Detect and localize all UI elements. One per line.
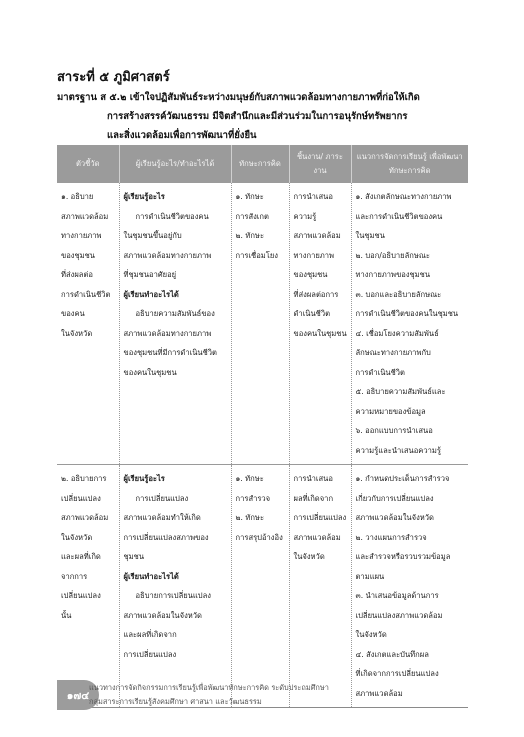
cell-line: ทางกายภาพของชุมชน <box>355 270 431 279</box>
cell-line: เปลี่ยนแปลง <box>61 493 101 503</box>
header-work: ชิ้นงาน/ ภาระงาน <box>289 145 351 183</box>
cell-line: อธิบายความสัมพันธ์ของ <box>135 309 215 318</box>
cell-line: จากการ <box>61 571 88 581</box>
cell-line: และการดำเนินชีวิตของคน <box>355 211 443 221</box>
learning-cell <box>119 465 231 708</box>
cell-line: การนำเสนอ <box>293 192 333 201</box>
cell-line: ๕. อธิบายความสัมพันธ์และ <box>355 387 446 396</box>
cell-line: และผลที่เกิดจาก <box>123 630 177 639</box>
page-footer <box>57 680 477 710</box>
cell-line: สภาพแวดล้อมทำให้เกิด <box>123 513 201 522</box>
subheading: ผู้เรียนรู้อะไร <box>123 192 165 201</box>
cell-line: ๒. ทักษะ <box>235 513 265 522</box>
cell-line: การเชื่อมโยง <box>235 250 278 260</box>
cell-line: เปลี่ยนแปลงสภาพแวดล้อม <box>355 610 443 620</box>
cell-line: ในจังหวัด <box>61 328 93 338</box>
page-number-badge: ๑๗๔ <box>57 680 99 710</box>
cell-line: ๑. ทักษะ <box>235 192 264 201</box>
cell-line: ๑. ทักษะ <box>235 474 264 483</box>
work-cell <box>289 465 351 708</box>
cell-line: ทางกายภาพ <box>293 250 335 260</box>
cell-line: ความหมายของข้อมูล <box>355 406 426 416</box>
work-cell <box>289 183 351 465</box>
cell-line: การเปลี่ยนแปลง <box>293 513 347 522</box>
subject-heading: สาระที่ ๕ ภูมิศาสตร์ <box>57 70 170 85</box>
cell-line: ของชุมชนที่มีการดำเนินชีวิต <box>123 348 217 357</box>
cell-line: เกี่ยวกับการเปลี่ยนแปลง <box>355 493 434 503</box>
indicator-cell <box>57 465 119 708</box>
cell-line: การสำรวจ <box>235 493 271 503</box>
cell-line: การดำเนินชีวิตของคนในชุมชน <box>355 309 459 318</box>
subheading: ผู้เรียนทำอะไรได้ <box>123 571 179 581</box>
cell-line: ๑. อธิบาย <box>61 192 94 201</box>
standard-statement <box>57 88 477 145</box>
cell-line: ๒. วางแผนการสำรวจ <box>355 532 427 542</box>
cell-line: การสังเกต <box>235 211 269 221</box>
learning-cell <box>119 183 231 465</box>
cell-line: ความรู้และนำเสนอความรู้ <box>355 445 441 455</box>
cell-line: ๑. สังเกตลักษณะทางกายภาพ <box>355 192 452 201</box>
cell-line: ที่ส่งผลต่อการ <box>293 289 339 299</box>
cell-line: การเปลี่ยนแปลง <box>123 649 177 659</box>
footer-subject-group: กลุ่มสาระการเรียนรู้สังคมศึกษา ศาสนา และวัฒนธรรม <box>89 697 262 706</box>
cell-line: ตามแผน <box>355 571 385 581</box>
cell-line: สภาพแวดล้อม <box>61 513 109 522</box>
header-learning: ผู้เรียนรู้อะไร/ทำอะไรได้ <box>119 145 231 183</box>
cell-line: ทางกายภาพ <box>61 231 102 240</box>
learning-plan-table <box>57 145 468 708</box>
subheading: ผู้เรียนรู้อะไร <box>123 474 165 483</box>
cell-line: การดำเนินชีวิต <box>61 289 111 299</box>
header-indicator: ตัวชี้วัด <box>57 145 119 183</box>
header-thinking-skills: ทักษะการคิด <box>231 145 289 183</box>
cell-line: การเปลี่ยนแปลง <box>135 493 189 503</box>
cell-line: นั้น <box>61 610 72 620</box>
table-row <box>57 465 468 708</box>
table-header-row <box>57 145 468 183</box>
cell-line: ในชุมชนขึ้นอยู่กับ <box>123 231 182 240</box>
cell-line: และสำรวจหรือรวบรวมข้อมูล <box>355 552 451 561</box>
indicator-cell <box>57 183 119 465</box>
cell-line: สภาพแวดล้อมทางกายภาพ <box>123 328 212 338</box>
cell-line: ๔. สังเกตและบันทึกผล <box>355 649 429 659</box>
cell-line: ในชุมชน <box>355 231 385 240</box>
skills-cell <box>231 465 289 708</box>
cell-line: อธิบายการเปลี่ยนแปลง <box>135 591 211 600</box>
cell-line: สภาพแวดล้อม <box>355 688 403 698</box>
cell-line: ความรู้ <box>293 211 317 221</box>
cell-line: ของคนในชุมชน <box>293 328 347 338</box>
cell-line: สภาพแวดล้อมในจังหวัด <box>355 513 434 522</box>
cell-line: ที่ส่งผลต่อ <box>61 270 93 279</box>
cell-line: ๒. อธิบายการ <box>61 474 107 483</box>
cell-line: สภาพแวดล้อม <box>61 211 109 221</box>
standard-line-1: มาตรฐาน ส ๕.๒ เข้าใจปฏิสัมพันธ์ระหว่างมนุษย์กับสภาพแวดล้อมทางกายภาพที่ก่อให้เกิด <box>57 92 420 103</box>
cell-line: สภาพแวดล้อมทางกายภาพ <box>123 250 212 260</box>
cell-line: ๒. บอก/อธิบายลักษณะ <box>355 250 430 260</box>
cell-line: การดำเนินชีวิตของคน <box>135 211 209 221</box>
cell-line: การนำเสนอ <box>293 474 333 483</box>
standard-line-3: และสิ่งแวดล้อมเพื่อการพัฒนาที่ยั่งยืน <box>107 130 257 141</box>
cell-line: ของชุมชน <box>61 250 95 260</box>
cell-line: เปลี่ยนแปลง <box>61 591 101 600</box>
cell-line: การเปลี่ยนแปลงสภาพของ <box>123 532 209 542</box>
cell-line: ในจังหวัด <box>61 532 93 542</box>
cell-line: ลักษณะทางกายภาพกับ <box>355 348 431 357</box>
approach-cell <box>351 183 468 465</box>
cell-line: ของคน <box>61 309 85 318</box>
cell-line: ๑. กำหนดประเด็นการสำรวจ <box>355 474 450 483</box>
cell-line: ๓. นำเสนอข้อมูลด้านการ <box>355 591 439 600</box>
cell-line: การดำเนินชีวิต <box>355 367 405 377</box>
cell-line: การสรุปอ้างอิง <box>235 532 283 542</box>
cell-line: สภาพแวดล้อม <box>293 231 341 240</box>
skills-cell <box>231 183 289 465</box>
standard-line-2: การสร้างสรรค์วัฒนธรรม มีจิตสำนึกและมีส่วนร่วมในการอนุรักษ์ทรัพยากร <box>107 111 408 122</box>
header-approach: แนวการจัดการเรียนรู้ เพื่อพัฒนาทักษะการคิด <box>351 145 468 183</box>
cell-line: ๔. เชื่อมโยงความสัมพันธ์ <box>355 328 439 338</box>
cell-line: ที่เกิดจากการเปลี่ยนแปลง <box>355 669 439 678</box>
table-row <box>57 183 468 465</box>
cell-line: ๓. บอกและอธิบายลักษณะ <box>355 289 442 299</box>
footer-book-title: แนวทางการจัดกิจกรรมการเรียนรู้เพื่อพัฒนาทักษะการคิด ระดับประถมศึกษา <box>89 683 329 692</box>
cell-line: สภาพแวดล้อม <box>293 532 341 542</box>
cell-line: ดำเนินชีวิต <box>293 309 331 318</box>
cell-line: ที่ชุมชนอาศัยอยู่ <box>123 270 177 279</box>
cell-line: ๒. ทักษะ <box>235 231 265 240</box>
cell-line: ผลที่เกิดจาก <box>293 493 334 503</box>
cell-line: ในจังหวัด <box>355 630 387 639</box>
subheading: ผู้เรียนทำอะไรได้ <box>123 289 179 299</box>
cell-line: ของคนในชุมชน <box>123 367 177 377</box>
cell-line: และผลที่เกิด <box>61 552 101 561</box>
cell-line: ชุมชน <box>123 552 145 561</box>
cell-line: ๖. ออกแบบการนำเสนอ <box>355 426 433 435</box>
approach-cell <box>351 465 468 708</box>
cell-line: สภาพแวดล้อมในจังหวัด <box>123 610 202 620</box>
cell-line: ของชุมชน <box>293 270 328 279</box>
cell-line: ในจังหวัด <box>293 552 325 561</box>
